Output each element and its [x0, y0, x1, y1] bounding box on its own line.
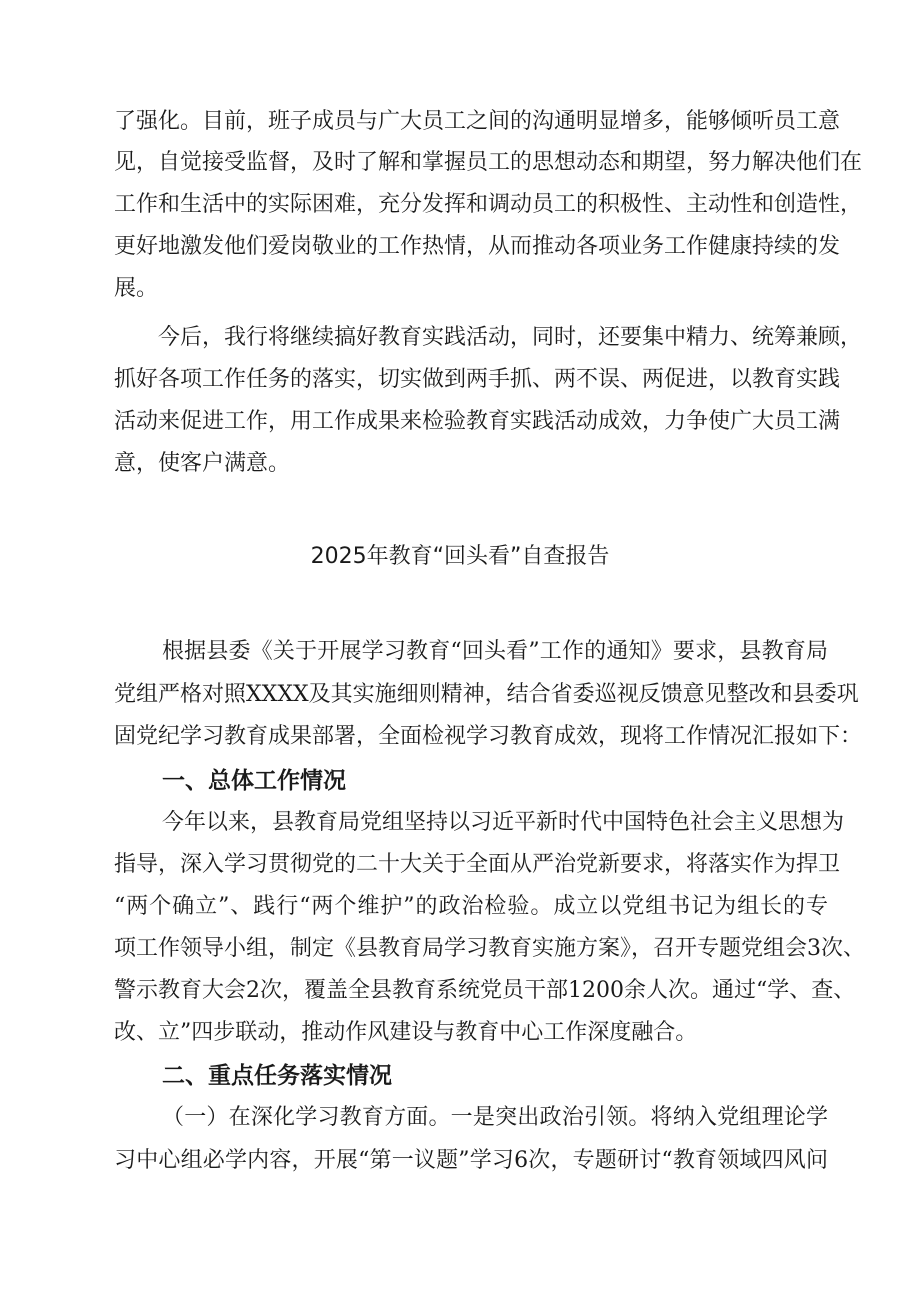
- text-line: 项工作领导小组，制定《县教育局学习教育实施方案》，召开专题党组会3次、: [114, 936, 865, 961]
- text-line: 警示教育大会2次，覆盖全县教育系统党员干部1200余人次。通过“学、查、: [114, 978, 856, 1003]
- text-line: 意，使客户满意。: [114, 451, 291, 476]
- text-line: 党组严格对照XXXX及其实施细则精神，结合省委巡视反馈意见整改和县委巩: [114, 682, 859, 707]
- text-line: 抓好各项工作任务的落实，切实做到两手抓、两不误、两促进，以教育实践: [114, 367, 841, 392]
- text-line: 今后，我行将继续搞好教育实践活动，同时，还要集中精力、统筹兼顾，: [158, 325, 863, 350]
- text-line: 见，自觉接受监督，及时了解和掌握员工的思想动态和期望，努力解决他们在: [114, 150, 863, 175]
- text-line: 活动来促进工作，用工作成果来检验教育实践活动成效，力争使广大员工满: [114, 409, 841, 434]
- text-line: 工作和生活中的实际困难，充分发挥和调动员工的积极性、主动性和创造性，: [114, 192, 863, 217]
- text-line: 根据县委《关于开展学习教育“回头看”工作的通知》要求，县教育局: [162, 639, 828, 664]
- section-heading: 二、重点任务落实情况: [162, 1063, 392, 1089]
- text-line: 指导，深入学习贯彻党的二十大关于全面从严治党新要求，将落实作为捍卫: [114, 852, 841, 877]
- text-line: “两个确立”、践行“两个维护”的政治检验。成立以党组书记为组长的专: [114, 894, 828, 919]
- text-line: 固党纪学习教育成果部署，全面检视学习教育成效，现将工作情况汇报如下：: [114, 724, 863, 749]
- text-line: 了强化。目前，班子成员与广大员工之间的沟通明显增多，能够倾听员工意: [114, 109, 841, 134]
- text-line: （一）在深化学习教育方面。一是突出政治引领。将纳入党组理论学: [162, 1105, 828, 1130]
- text-line: 改、立”四步联动，推动作风建设与教育中心工作深度融合。: [114, 1020, 698, 1045]
- text-line: 今年以来，县教育局党组坚持以习近平新时代中国特色社会主义思想为: [162, 810, 845, 835]
- text-line: 展。: [114, 276, 159, 301]
- text-line: 更好地激发他们爱岗敬业的工作热情，从而推动各项业务工作健康持续的发: [114, 234, 841, 259]
- report-title: 2025年教育“回头看”自查报告: [310, 544, 610, 569]
- text-line: 习中心组必学内容，开展“第一议题”学习6次，专题研讨“教育领域四风问: [114, 1148, 828, 1173]
- section-heading: 一、总体工作情况: [162, 768, 346, 794]
